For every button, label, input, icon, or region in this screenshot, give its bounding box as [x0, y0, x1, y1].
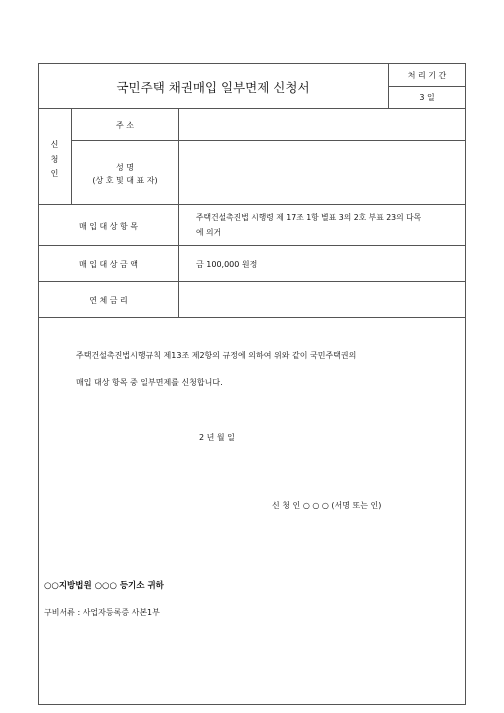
- purchase-amount-label: 매 입 대 상 금 액: [78, 260, 139, 269]
- processing-divider: [388, 86, 466, 87]
- required-documents: 구비서류 : 사업자등록증 사본1부: [44, 608, 160, 617]
- address-divider: [71, 140, 466, 141]
- recipient-line: ○○지방법원 ○○○ 등기소 귀하: [44, 581, 164, 591]
- form-border-bottom: [38, 704, 466, 705]
- applicant-label-char-1: 신: [50, 140, 59, 149]
- form-title: 국민주택 채권매입 일부면제 신청서: [116, 80, 310, 95]
- form-border-right: [465, 63, 466, 705]
- applicant-vertical-2: [178, 108, 179, 204]
- applicant-label-char-2: 청: [50, 155, 59, 164]
- applicant-signature: 신 청 인 ○ ○ ○ (서명 또는 인): [272, 501, 382, 510]
- form-border-top: [38, 63, 466, 64]
- address-field[interactable]: [180, 110, 464, 139]
- name-sublabel: (상 호 및 대 표 자): [92, 176, 158, 185]
- name-field[interactable]: [180, 142, 464, 203]
- table-vertical: [178, 204, 179, 317]
- processing-value: 3 일: [419, 93, 435, 102]
- application-statement-line1: 주택건설촉진법시행규칙 제13조 제2항의 규정에 의하여 위와 같이 국민주택권의: [76, 351, 357, 360]
- header-bottom: [38, 108, 466, 109]
- table-bottom: [38, 317, 466, 318]
- late-interest-label: 연 체 금 리: [89, 296, 128, 305]
- row-divider-2: [38, 281, 466, 282]
- purchase-items-value-line1: 주택건설촉진법 시행령 제 17조 1항 별표 3의 2호 부표 23의 다목: [196, 213, 422, 222]
- processing-label: 처 리 기 간: [407, 71, 447, 80]
- purchase-amount-value: 금 100,000 원정: [196, 260, 258, 269]
- purchase-items-value-line2: 에 의거: [196, 228, 222, 237]
- applicant-bottom: [38, 204, 466, 205]
- late-interest-field[interactable]: [180, 283, 464, 316]
- application-statement-line2: 매입 대상 항목 중 일부면제를 신청합니다.: [76, 378, 223, 387]
- address-label: 주 소: [116, 121, 134, 130]
- name-label: 성 명: [116, 163, 134, 172]
- row-divider-1: [38, 245, 466, 246]
- application-date: 2 년 월 일: [199, 433, 235, 442]
- applicant-label-char-3: 인: [50, 169, 59, 178]
- purchase-items-label: 매 입 대 상 항 목: [78, 222, 139, 231]
